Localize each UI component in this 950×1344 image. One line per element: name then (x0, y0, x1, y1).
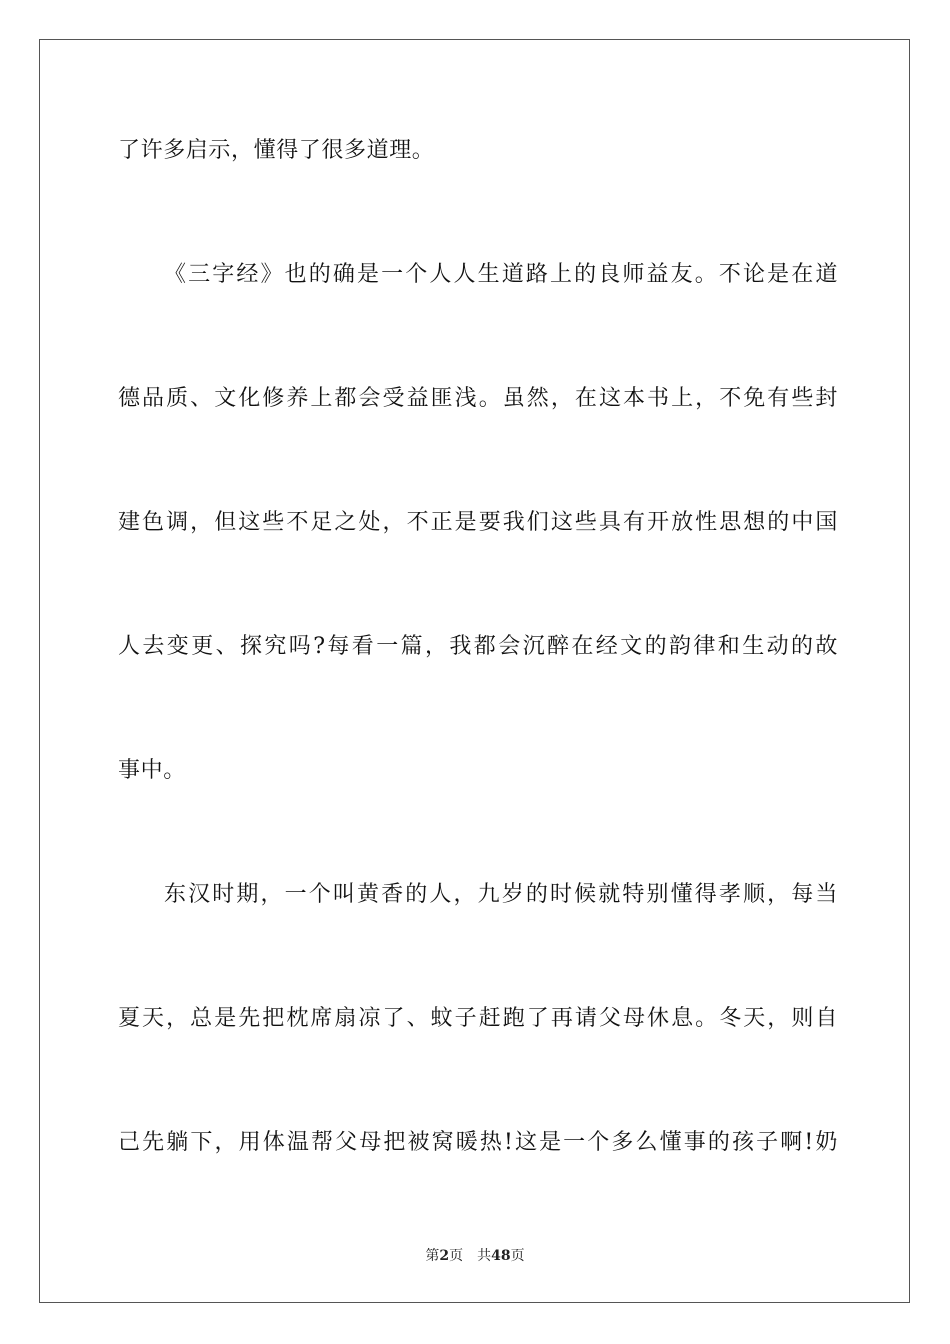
paragraph-line-7: 东汉时期，一个叫黄香的人，九岁的时候就特别懂得孝顺，每当 (164, 882, 838, 907)
paragraph-line-1: 了许多启示，懂得了很多道理。 (118, 138, 435, 163)
paragraph-line-6: 事中。 (118, 758, 186, 783)
page-border (39, 39, 910, 1303)
footer-page-number: 2 (439, 1248, 450, 1264)
footer-total-pages: 48 (491, 1248, 511, 1264)
footer-page-suffix: 页 (449, 1248, 464, 1264)
paragraph-line-4: 建色调，但这些不足之处，不正是要我们这些具有开放性思想的中国 (118, 510, 838, 535)
footer-total-suffix: 页 (510, 1248, 525, 1264)
footer-prefix: 第 (425, 1248, 440, 1264)
paragraph-line-2: 《三字经》也的确是一个人人生道路上的良师益友。不论是在道 (164, 262, 838, 287)
paragraph-line-3: 德品质、文化修养上都会受益匪浅。虽然，在这本书上，不免有些封 (118, 386, 838, 411)
paragraph-line-5: 人去变更、探究吗?每看一篇，我都会沉醉在经文的韵律和生动的故 (118, 634, 838, 659)
paragraph-line-9: 己先躺下，用体温帮父母把被窝暖热!这是一个多么懂事的孩子啊!奶 (118, 1130, 838, 1155)
footer-total-prefix: 共 (477, 1248, 492, 1264)
paragraph-line-8: 夏天，总是先把枕席扇凉了、蚊子赶跑了再请父母休息。冬天，则自 (118, 1006, 838, 1031)
page-footer (0, 1247, 950, 1265)
